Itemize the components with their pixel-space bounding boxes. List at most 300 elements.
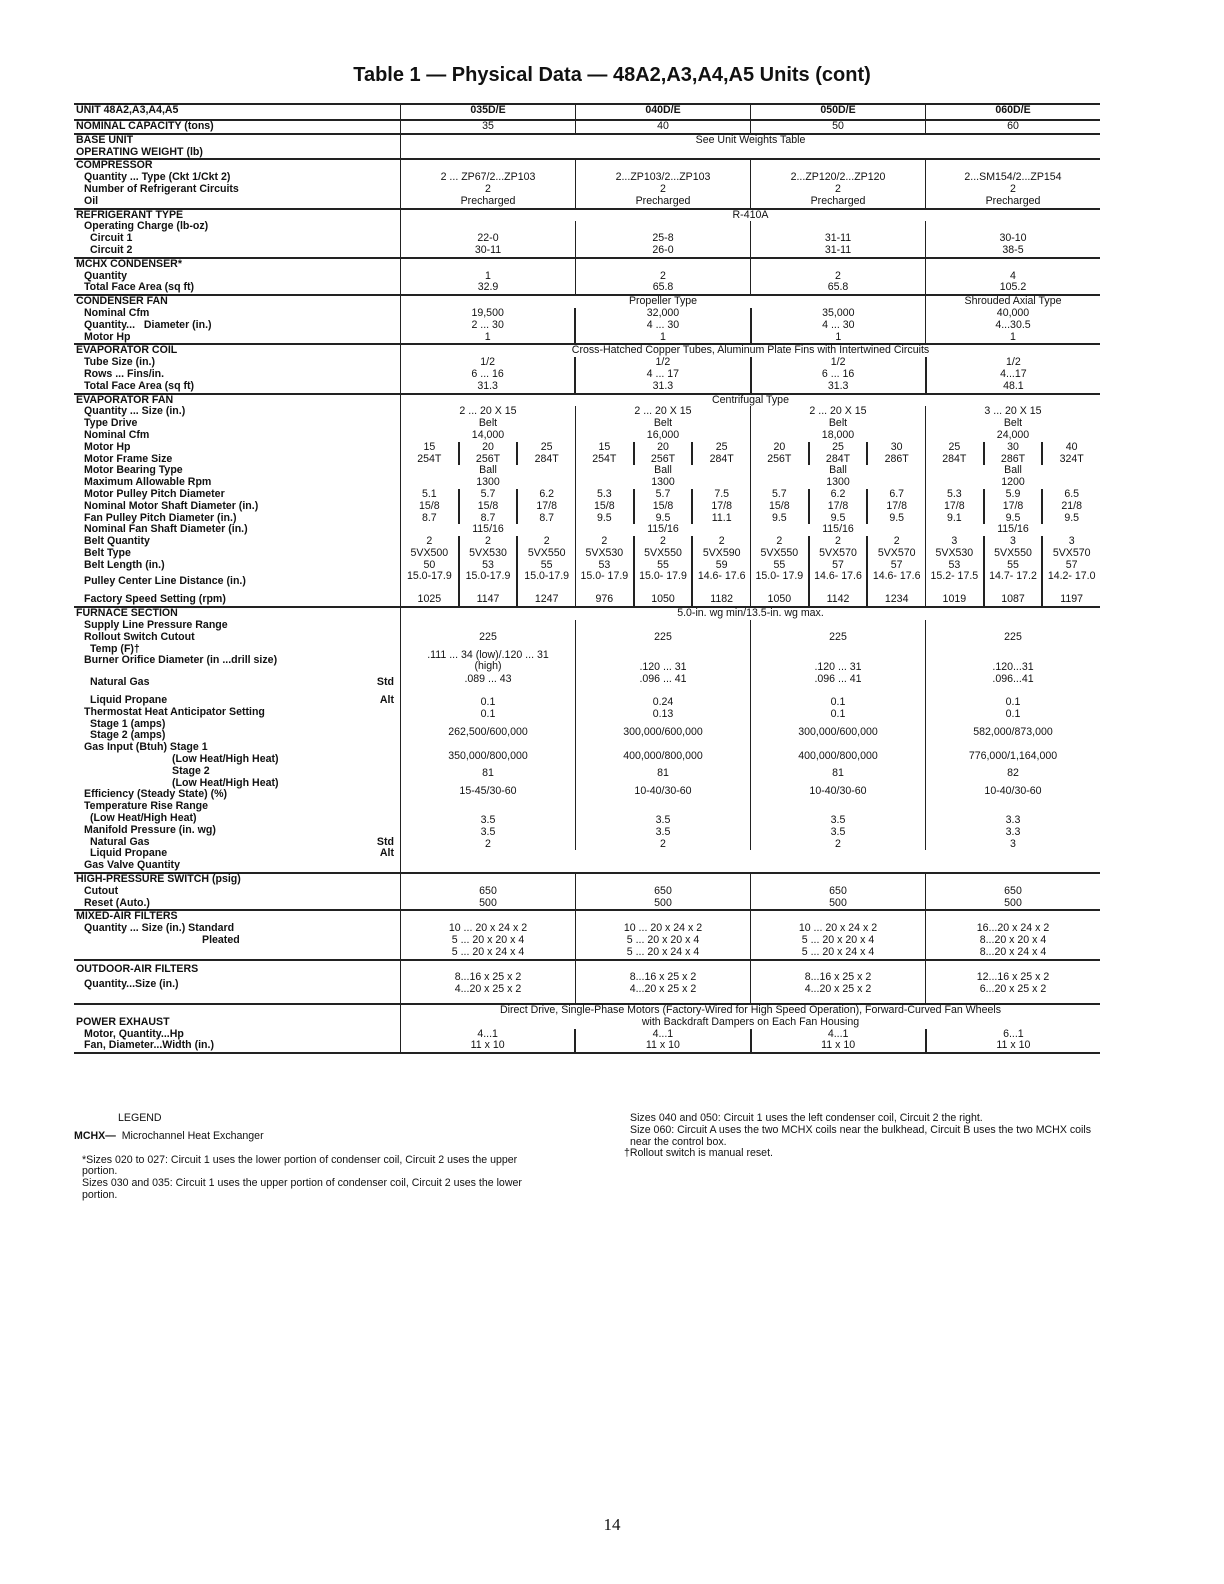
value: 1234 — [866, 594, 925, 606]
cell — [926, 873, 1101, 910]
value: 15-45/30-60 — [459, 785, 517, 798]
value: 9.5 — [596, 511, 612, 524]
section-head: COMPRESSOR — [76, 159, 153, 172]
value: 2...ZP120/2...ZP120 — [790, 171, 886, 184]
triple-row — [926, 489, 1100, 501]
label-line — [76, 320, 400, 332]
std-label: Std — [376, 835, 394, 848]
cell — [750, 1029, 925, 1053]
description-line: with Backdraft Dampers on Each Fan Housing — [641, 1015, 860, 1028]
value: 5.7 — [458, 489, 517, 501]
section-head: EVAPORATOR FAN — [76, 393, 174, 406]
value: 1 — [485, 269, 491, 282]
label-line: Belt Length (in.) — [84, 558, 165, 571]
value: 4...30.5 — [995, 318, 1031, 331]
table-title: Table 1 — Physical Data — 48A2,A3,A4,A5 Units (cont) — [353, 64, 871, 86]
value: 38-5 — [1002, 243, 1024, 256]
cell — [751, 910, 926, 959]
row-label — [74, 960, 401, 1004]
value: 2 ... 20 X 15 — [459, 405, 517, 418]
value: 300,000/600,000 — [623, 725, 703, 738]
cell — [751, 960, 926, 1004]
value: 115/16 — [997, 523, 1029, 536]
label-line: Temp (F)† — [90, 642, 140, 655]
value: 15 — [423, 440, 436, 453]
label-line: Pleated — [202, 934, 240, 946]
value: 4...1 — [652, 1027, 674, 1040]
cell — [926, 295, 1101, 344]
value: 1/2 — [480, 356, 495, 369]
value: 7.5 — [691, 489, 750, 501]
value: 10-40/30-60 — [634, 785, 692, 798]
value: 11.1 — [691, 513, 750, 525]
value: 8...20 x 20 x 4 — [979, 934, 1047, 946]
evaporator-coil-section — [74, 344, 1100, 393]
sub-columns — [401, 308, 925, 343]
label-line: Number of Refrigerant Circuits — [84, 182, 239, 195]
value: .096 ... 41 — [639, 672, 687, 685]
value: 9.5 — [866, 513, 925, 525]
triple-row — [751, 501, 925, 513]
triple-row — [926, 548, 1100, 560]
value: 5VX570 — [1041, 548, 1100, 560]
legend-abbr-text: Microchannel Heat Exchanger — [121, 1129, 264, 1142]
alt-label: Alt — [379, 847, 394, 860]
label-line: Motor Frame Size — [84, 452, 173, 465]
value: 3.5 — [655, 825, 671, 838]
value: 6...20 x 25 x 2 — [979, 983, 1047, 996]
label-line: Reset (Auto.) — [84, 896, 150, 909]
value: 2 — [458, 536, 517, 548]
value: 6 ... 16 — [821, 367, 855, 380]
fan-type: Centrifugal Type — [712, 393, 789, 406]
refrigerant-type-row — [74, 209, 1100, 222]
label-line: Quantity ... Type (Ckt 1/Ckt 2) — [84, 171, 231, 184]
value: 2 — [485, 837, 491, 850]
value: 31.3 — [827, 379, 849, 392]
value: 500 — [479, 896, 497, 909]
triple-row — [751, 548, 925, 560]
value: 4 — [1010, 269, 1016, 282]
value: 59 — [691, 560, 750, 572]
cell — [401, 258, 576, 295]
label-line: Type Drive — [84, 417, 138, 430]
label-line: Temperature Rise Range — [84, 800, 209, 813]
triple-row — [401, 594, 575, 606]
value: 262,500/600,000 — [448, 725, 528, 738]
value: 1182 — [691, 594, 750, 606]
triple-row — [751, 571, 925, 594]
nominal-capacity-row — [74, 120, 1100, 134]
label-line: (Low Heat/High Heat) — [172, 753, 279, 766]
label-line: Gas Input (Btuh) Stage 1 — [84, 741, 208, 754]
value: 31-11 — [824, 232, 852, 245]
value: 31.3 — [652, 379, 674, 392]
value: 25 — [808, 442, 867, 454]
fan-type: Propeller Type — [628, 295, 698, 308]
value: 14,000 — [471, 428, 505, 441]
furnace-unit — [401, 620, 575, 850]
value: 225 — [1004, 630, 1022, 643]
value: 4...20 x 25 x 2 — [629, 983, 697, 996]
triple-row — [401, 548, 575, 560]
sub-columns — [401, 357, 1100, 392]
evap-fan-unit — [750, 406, 925, 606]
cell — [751, 159, 926, 208]
value: Precharged — [985, 194, 1041, 207]
value: 2 — [516, 536, 575, 548]
description-line: Direct Drive, Single-Phase Motors (Factory-Wired for High Speed Operation), Forward-Curved Fan Wheels — [499, 1003, 1002, 1016]
triple-row — [576, 571, 750, 594]
row-label — [74, 607, 401, 873]
label-part: Quantity... — [84, 318, 136, 331]
row-label: NOMINAL CAPACITY (tons) — [74, 120, 401, 134]
value: 17/8 — [983, 501, 1042, 513]
value: 5.1 — [421, 487, 437, 500]
value: 14.6- 17.6 — [808, 571, 867, 594]
value: 11 x 10 — [470, 1039, 505, 1052]
cell — [751, 221, 926, 257]
section-head: MCHX CONDENSER* — [76, 257, 182, 270]
value: Ball — [1004, 464, 1022, 477]
value: 16...20 x 24 x 2 — [976, 922, 1050, 935]
value: 9.5 — [771, 511, 787, 524]
triple-row — [401, 442, 575, 454]
value: 582,000/873,000 — [973, 725, 1053, 738]
value: 57 — [866, 560, 925, 572]
label-line: Rollout Switch Cutout — [84, 630, 195, 643]
physical-data-table — [74, 103, 1100, 1054]
value: 4 ... 30 — [646, 318, 680, 331]
value: 22-0 — [477, 232, 499, 245]
cell — [926, 910, 1101, 959]
col-header-035: 035D/E — [401, 104, 576, 120]
value: 6.2 — [516, 489, 575, 501]
value: 3.5 — [830, 825, 846, 838]
value: Ball — [829, 464, 847, 477]
cell — [750, 357, 925, 392]
triple-row — [751, 489, 925, 501]
high-pressure-switch-section — [74, 873, 1100, 910]
label-line: Thermostat Heat Anticipator Setting — [84, 705, 265, 718]
value: Precharged — [810, 194, 866, 207]
label-line: Quantity — [84, 269, 127, 282]
evaporator-fan-section — [74, 394, 1100, 608]
value: .120 ... 31 — [814, 660, 862, 673]
value: 2 ... ZP67/2...ZP103 — [440, 171, 536, 184]
triple-row — [401, 571, 575, 594]
value: 20 — [633, 442, 692, 454]
cell — [750, 308, 925, 343]
label-line: Maximum Allowable Rpm — [84, 476, 212, 489]
cell — [576, 258, 751, 295]
value: 0.1 — [1005, 708, 1021, 721]
value: 2 — [426, 535, 433, 548]
cell — [401, 357, 574, 392]
section-head: OUTDOOR-AIR FILTERS — [76, 962, 199, 975]
value: 324T — [1041, 454, 1100, 466]
value: Belt — [828, 417, 848, 430]
value: 5.3 — [596, 487, 612, 500]
value: 286T — [866, 454, 925, 466]
value: 0.1 — [480, 708, 496, 721]
value: 32.9 — [477, 281, 499, 294]
evaporator-coil-cells — [401, 344, 1101, 393]
row-label — [74, 295, 401, 344]
value: 81 — [657, 767, 669, 780]
col-header-040: 040D/E — [576, 104, 751, 120]
value: 81 — [832, 767, 844, 780]
value: 0.1 — [480, 696, 496, 709]
value: 1142 — [808, 594, 867, 606]
value: 57 — [1041, 560, 1100, 572]
value: 3.3 — [1005, 825, 1021, 838]
label-line: Oil — [84, 194, 99, 207]
footnote: *Sizes 020 to 027: Circuit 1 uses the lower portion of condenser coil, Circuit 2 uses the upper portion. — [82, 1153, 518, 1178]
label-line: Gas Valve Quantity — [84, 859, 180, 872]
value: 6.5 — [1041, 489, 1100, 501]
value: 976 — [595, 593, 614, 606]
cell — [926, 221, 1101, 257]
label-line: Belt Type — [84, 546, 131, 559]
value: 2 — [691, 536, 750, 548]
condenser-fan-cells — [401, 295, 926, 344]
value: 254T — [417, 452, 442, 465]
value: 5VX550 — [983, 548, 1042, 560]
value: 57 — [808, 560, 867, 572]
value: 400,000/800,000 — [623, 749, 703, 762]
value: Belt — [1003, 417, 1023, 430]
coil-type: Cross-Hatched Copper Tubes, Aluminum Plate Fins with Intertwined Circuits — [571, 344, 930, 357]
value: 5.7 — [771, 487, 787, 500]
value: 776,000/1,164,000 — [968, 749, 1058, 762]
value: 8...16 x 25 x 2 — [804, 971, 872, 984]
label-line: Efficiency (Steady State) (%) — [84, 788, 228, 801]
value: 400,000/800,000 — [798, 749, 878, 762]
value: 500 — [829, 896, 847, 909]
label-line: Liquid Propane Alt — [76, 695, 400, 707]
value: 2 — [1010, 182, 1016, 195]
value: 1/2 — [1006, 356, 1021, 369]
value: 1050 — [633, 594, 692, 606]
value: 1200 — [1001, 476, 1025, 489]
label-line: Tube Size (in.) — [84, 356, 156, 369]
value: 115/16 — [472, 523, 504, 536]
value: 65.8 — [652, 281, 674, 294]
value: 55 — [516, 560, 575, 572]
label-part: Diameter (in.) — [143, 318, 212, 331]
section-head: FURNACE SECTION — [76, 607, 178, 620]
label-line: Motor Hp — [84, 330, 131, 343]
section-head: REFRIGERANT TYPE — [76, 208, 184, 221]
value: 17/8 — [866, 501, 925, 513]
value: 10 ... 20 x 24 x 2 — [798, 922, 878, 935]
value: 65.8 — [827, 281, 849, 294]
label-line: Stage 2 — [172, 764, 210, 777]
cell — [925, 1029, 1100, 1053]
evaporator-fan-units — [401, 406, 1100, 606]
cell — [574, 1029, 749, 1053]
value: 2 — [808, 536, 867, 548]
value: 25-8 — [652, 232, 674, 245]
value: 5.7 — [633, 489, 692, 501]
label-line: Belt Quantity — [84, 535, 150, 548]
value: 55 — [773, 558, 786, 571]
fan-type: Shrouded Axial Type — [964, 295, 1062, 308]
value: 25 — [516, 442, 575, 454]
value: Belt — [478, 417, 498, 430]
value: 2 — [835, 837, 841, 850]
value: 9.5 — [633, 513, 692, 525]
value: 25 — [691, 442, 750, 454]
page-number: 14 — [603, 1515, 621, 1534]
triple-row — [751, 442, 925, 454]
value: 8...16 x 25 x 2 — [629, 971, 697, 984]
value: 14.2- 17.0 — [1041, 571, 1100, 594]
value: 5 ... 20 x 20 x 4 — [801, 934, 875, 946]
value: 2...ZP103/2...ZP103 — [615, 171, 711, 184]
row-label — [74, 134, 401, 160]
value: 12...16 x 25 x 2 — [976, 971, 1050, 984]
row-label — [74, 221, 401, 257]
value: 115/16 — [822, 523, 854, 536]
value: 15.0-17.9 — [458, 571, 517, 594]
cell — [401, 1029, 574, 1053]
label-line: Stage 1 (amps) — [90, 717, 166, 730]
value: 5VX550 — [760, 546, 799, 559]
value: 15.0-17.9 — [516, 571, 575, 594]
value: 4...20 x 25 x 2 — [804, 983, 872, 996]
value: 5VX590 — [691, 548, 750, 560]
value: 6 ... 16 — [471, 367, 504, 380]
value: .096...41 — [992, 672, 1034, 685]
value: 5 ... 20 x 24 x 4 — [626, 945, 700, 958]
value: 15.2- 17.5 — [930, 570, 979, 583]
value: 6...1 — [1003, 1027, 1024, 1040]
cell: 60 — [926, 120, 1101, 134]
base-unit-value: See Unit Weights Table — [401, 134, 1101, 160]
value: 1300 — [826, 476, 850, 489]
value: .120...31 — [992, 660, 1034, 673]
value: 5VX550 — [516, 548, 575, 560]
value: 82 — [1007, 767, 1019, 780]
value: 5VX530 — [935, 546, 974, 559]
label-line: Natural Gas Std — [76, 837, 400, 849]
value: 8.7 — [516, 513, 575, 525]
value: 24,000 — [996, 428, 1030, 441]
value: 4 ... 30 — [822, 318, 855, 331]
row-label — [74, 910, 401, 959]
cell — [401, 873, 576, 910]
value: 3.5 — [655, 814, 671, 827]
legend-title: LEGEND — [118, 1112, 162, 1124]
note: Sizes 040 and 050: Circuit 1 uses the left condenser coil, Circuit 2 the right. — [630, 1112, 983, 1124]
value: 5VX570 — [808, 548, 867, 560]
value: 105.2 — [999, 281, 1027, 294]
cell — [401, 308, 574, 343]
label-line: Stage 2 (amps) — [90, 729, 166, 742]
value: 1300 — [651, 476, 675, 489]
value: Belt — [653, 417, 673, 430]
value: 1247 — [516, 594, 575, 606]
value: 17/8 — [691, 501, 750, 513]
value: 19,500 — [471, 306, 504, 319]
value: 256T — [633, 454, 692, 466]
triple-row — [401, 489, 575, 501]
value: 3 — [1041, 536, 1100, 548]
value: 50 — [423, 558, 436, 571]
unit-header: UNIT 48A2,A3,A4,A5 — [74, 104, 401, 120]
value: 16,000 — [646, 428, 680, 441]
value: 8.7 — [458, 513, 517, 525]
value: 650 — [654, 884, 672, 897]
value: 2 — [660, 837, 666, 850]
value: 2 — [866, 536, 925, 548]
value: 53 — [598, 558, 611, 571]
value: 14.7- 17.2 — [983, 571, 1042, 594]
footnote: Sizes 030 and 035: Circuit 1 uses the upper portion of condenser coil, Circuit 2 uses the lower portion. — [82, 1177, 522, 1201]
value: 284T — [942, 452, 967, 465]
value: 3 — [1010, 837, 1016, 850]
value: 10 ... 20 x 24 x 2 — [448, 922, 528, 935]
section-head: CONDENSER FAN — [76, 295, 168, 308]
furnace-section — [74, 607, 1100, 873]
value: 6.2 — [808, 489, 867, 501]
label-line: Operating Charge (lb-oz) — [84, 220, 209, 233]
cell — [576, 960, 751, 1004]
value: 2 — [835, 182, 841, 195]
value: 3 — [951, 535, 958, 548]
header-row — [74, 104, 1100, 120]
cell — [926, 258, 1101, 295]
label-line: OPERATING WEIGHT (lb) — [76, 145, 203, 158]
value: 4...20 x 25 x 2 — [454, 983, 522, 996]
value: 40 — [1041, 442, 1100, 454]
base-unit-row — [74, 134, 1100, 160]
value: 284T — [691, 454, 750, 466]
section-head: HIGH-PRESSURE SWITCH (psig) — [76, 873, 241, 886]
value: 1 — [660, 330, 666, 343]
value: 225 — [479, 630, 497, 643]
value: 30-11 — [474, 243, 502, 256]
sub-columns — [401, 1029, 1100, 1053]
value: .120 ... 31 — [639, 660, 687, 673]
value: 3 ... 20 X 15 — [984, 405, 1042, 418]
label-line: Nominal Cfm — [84, 428, 150, 441]
triple-row — [926, 571, 1100, 594]
label-line: Supply Line Pressure Range — [84, 619, 228, 632]
value: Ball — [479, 464, 497, 477]
cell — [751, 258, 926, 295]
value: 40,000 — [996, 306, 1030, 319]
cell — [576, 873, 751, 910]
refrigerant-charge-row — [74, 221, 1100, 257]
furnace-unit — [925, 620, 1100, 850]
value: 1/2 — [655, 356, 671, 369]
value: 6.7 — [866, 489, 925, 501]
row-label — [74, 258, 401, 295]
value: 5 ... 20 x 24 x 4 — [451, 945, 525, 958]
value: 3.5 — [480, 825, 496, 838]
triple-row — [576, 489, 750, 501]
value: 55 — [633, 560, 692, 572]
value: 115/16 — [647, 523, 679, 536]
value: 9.5 — [808, 513, 867, 525]
label-line: Rows ... Fins/in. — [84, 367, 165, 380]
value: 5VX570 — [866, 548, 925, 560]
value: 14.6- 17.6 — [866, 571, 925, 594]
value: 1087 — [983, 594, 1042, 606]
